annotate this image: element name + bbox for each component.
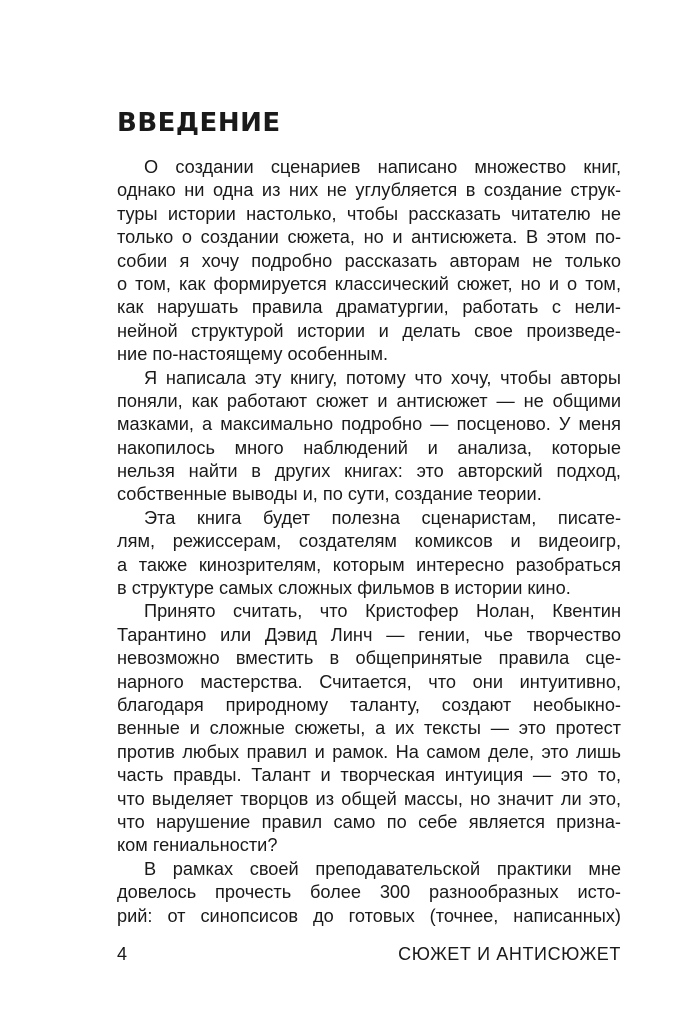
paragraph (117, 600, 621, 857)
text-line: что нарушение правил само по себе является призна- (117, 811, 621, 832)
running-title: СЮЖЕТ И АНТИСЮЖЕТ (398, 944, 621, 964)
paragraph (117, 367, 621, 507)
text-line: нарного мастерства. Считается, что они интуитивно, (117, 671, 621, 692)
text-line: собственные выводы и, по сути, создание теории. (117, 484, 542, 505)
text-line: лям, режиссерам, создателям комиксов и видеоигр, (117, 531, 621, 552)
text-line: как нарушать правила драматургии, работать с нели- (117, 297, 621, 318)
text-line: ком гениальности? (117, 835, 278, 856)
text-line: венные и сложные сюжеты, а их тексты — это протест (117, 718, 621, 739)
chapter-title: ВВЕДЕНИЕ (117, 108, 281, 138)
text-line: туры истории настолько, чтобы рассказать читателю не (117, 203, 621, 224)
text-line: довелось прочесть более 300 разнообразных исто- (117, 882, 621, 903)
text-line: поняли, как работают сюжет и антисюжет — не общими (117, 390, 621, 411)
text-line: Принято считать, что Кристофер Нолан, Квентин (144, 601, 621, 622)
text-line: невозможно вместить в общепринятые правила сце- (117, 648, 621, 669)
text-line: собии я хочу подробно рассказать авторам не только (117, 250, 621, 271)
text-line: о том, как формируется классический сюжет, но и о том, (117, 273, 621, 294)
body-text (117, 156, 621, 928)
text-line: однако ни одна из них не углубляется в создание струк- (117, 180, 621, 201)
text-line: против любых правил и рамок. На самом деле, это лишь (117, 741, 621, 762)
text-line: накопилось много наблюдений и анализа, которые (117, 437, 621, 458)
text-line: ние по-настоящему особенным. (117, 344, 389, 365)
paragraph (117, 156, 621, 367)
text-line: мазками, а максимально подробно — посценово. У меня (117, 414, 621, 435)
text-line: рий: от синопсисов до готовых (точнее, написанных) (117, 905, 621, 926)
paragraph (117, 858, 621, 928)
text-line: О создании сценариев написано множество книг, (144, 157, 621, 177)
text-line: только о создании сюжета, но и антисюжета. В этом по- (117, 227, 621, 248)
text-line: что выделяет творцов из общей массы, но значит ли это, (117, 788, 621, 809)
text-line: Эта книга будет полезна сценаристам, писате- (144, 507, 621, 528)
text-line: часть правды. Талант и творческая интуиция — это то, (117, 765, 621, 786)
text-line: благодаря природному таланту, создают необыкно- (117, 694, 621, 715)
text-line: в структуре самых сложных фильмов в истории кино. (117, 578, 571, 599)
text-line: Я написала эту книгу, потому что хочу, чтобы авторы (144, 367, 621, 388)
text-line: нельзя найти в других книгах: это авторский подход, (117, 461, 621, 482)
page-number: 4 (117, 944, 128, 964)
text-line: Тарантино или Дэвид Линч — гении, чье творчество (117, 624, 621, 645)
page-footer (117, 941, 621, 967)
text-line: а также кинозрителям, которым интересно разобраться (117, 554, 621, 575)
text-line: нейной структурой истории и делать свое произведе- (117, 320, 621, 341)
paragraph (117, 507, 621, 601)
text-line: В рамках своей преподавательской практики мне (144, 858, 621, 879)
